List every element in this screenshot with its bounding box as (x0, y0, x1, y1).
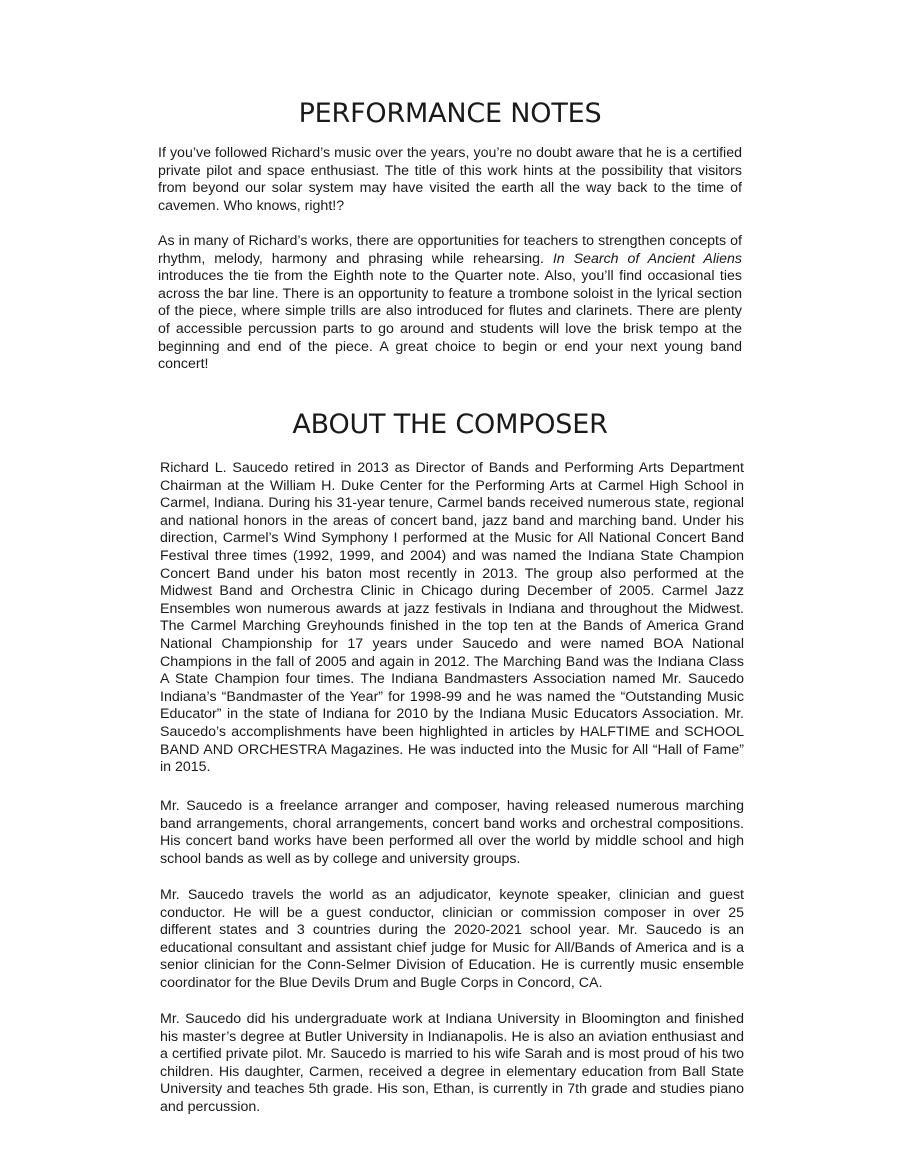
performance-notes-paragraph-2 (158, 233, 742, 374)
about-the-composer-paragraph-1: Richard L. Saucedo retired in 2013 as Director of Bands and Performing Arts Department Chairman at the William H. Duke Center for the Performing Arts at Carmel High School in Carmel, Indiana. During his 31-year tenure, Carmel bands received numerous state, regional and national honors in the areas of concert band, jazz band and marching band. Under his direction, Carmel’s Wind Symphony I performed at the Music for All National Concert Band Festival three times (1992, 1999, and 2004) and was named the Indiana State Champion Concert Band under his baton most recently in 2013. The group also performed at the Midwest Band and Orchestra Clinic in Chicago during December of 2005. Carmel Jazz Ensembles won numerous awards at jazz festivals in Indiana and throughout the Midwest. The Carmel Marching Greyhounds finished in the top ten at the Bands of America Grand National Championship for 17 years under Saucedo and were named BOA National Champions in the fall of 2005 and again in 2012. The Marching Band was the Indiana Class A State Champion four times. The Indiana Bandmasters Association named Mr. Saucedo Indiana’s “Bandmaster of the Year” for 1998-99 and he was named the “Outstanding Music Educator” in the state of Indiana for 2010 by the Indiana Music Educators Association. Mr. Saucedo’s accomplishments have been highlighted in articles by HALFTIME and SCHOOL BAND AND ORCHESTRA Magazines. He was inducted into the Music for All “Hall of Fame” in 2015. (160, 460, 744, 776)
work-title: In Search of Ancient Aliens (552, 250, 742, 267)
about-the-composer-heading: ABOUT THE COMPOSER (292, 409, 608, 440)
performance-notes-paragraph-1: If you’ve followed Richard’s music over the years, you’re no doubt aware that he is a certified private pilot and space enthusiast. The title of this work hints at the possibility that visitors from beyond our solar system may have visited the earth all the way back to the time of cavemen. Who knows, right!? (158, 145, 742, 214)
about-the-composer-paragraph-4: Mr. Saucedo did his undergraduate work at Indiana University in Bloomington and finished his master’s degree at Butler University in Indianapolis. He is also an aviation enthusiast and a certified private pilot. Mr. Saucedo is married to his wife Sarah and is most proud of his two children. His daughter, Carmen, received a degree in elementary education from Ball State University and teaches 5th grade. His son, Ethan, is currently in 7th grade and studies piano and percussion. (160, 1011, 744, 1115)
performance-notes-paragraph-2-end: introduces the tie from the Eighth note to the Quarter note. Also, you’ll find occasional ties across the bar line. There is an opportunity to feature a trombone soloist in the lyrical section of the piece, where simple trills are also introduced for flutes and clarinets. There are plenty of accessible percussion parts to go around and students will love the brisk tempo at the beginning and end of the piece. A great choice to begin or end your next young band concert! (158, 268, 742, 373)
performance-notes-heading: PERFORMANCE NOTES (298, 98, 602, 129)
about-the-composer-paragraph-2: Mr. Saucedo is a freelance arranger and composer, having released numerous marching band arrangements, choral arrangements, concert band works and orchestral compositions. His concert band works have been performed all over the world by middle school and high school bands as well as by college and university groups. (160, 798, 744, 867)
about-the-composer-paragraph-3: Mr. Saucedo travels the world as an adjudicator, keynote speaker, clinician and guest conductor. He will be a guest conductor, clinician or commission composer in over 25 different states and 3 countries during the 2020-2021 school year. Mr. Saucedo is an educational consultant and assistant chief judge for Music for All/Bands of America and is a senior clinician for the Conn-Selmer Division of Education. He is currently music ensemble coordinator for the Blue Devils Drum and Bugle Corps in Concord, CA. (160, 887, 744, 991)
performance-notes-paragraph-2-start: As in many of Richard’s works, there are opportunities for teachers to strengthen concepts of rhythm, melody, harmony and phrasing while rehearsing. (158, 233, 742, 267)
